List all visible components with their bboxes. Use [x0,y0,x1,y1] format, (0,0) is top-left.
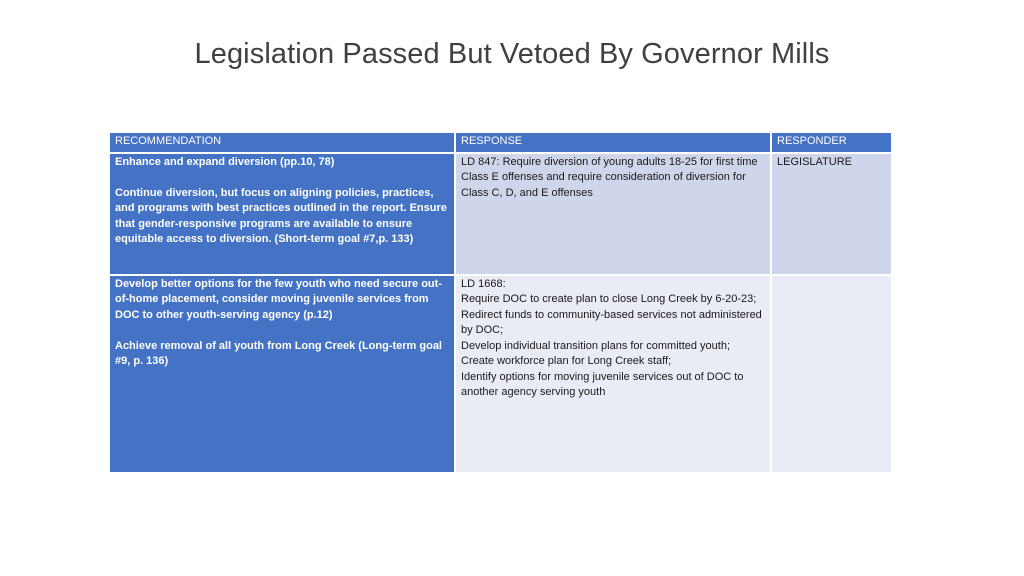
response-line: Create workforce plan for Long Creek staff; [461,355,672,367]
recommendation-text: Continue diversion, but focus on aligning policies, practices, and programs with best practices outlined in the report. Ensure that gender-responsive programs are available to ensure equitable access to diversion. (Short-term goal #7,p. 133) [115,186,447,245]
header-recommendation: RECOMMENDATION [109,132,455,153]
response-text: LD 847: Require diversion of young adults 18-25 for first time Class E offenses and require consideration of diversion for Class C, D, and E offenses [461,155,758,199]
table-row [109,275,892,473]
response-line: LD 1668: [461,277,506,290]
recommendation-text: Develop better options for the few youth who need secure out-of-home placement, consider moving juvenile services from DOC to other youth-serving agency (p.12) [115,277,442,321]
recommendation-table [108,131,893,474]
slide-title: Legislation Passed But Vetoed By Governor Mills [194,38,830,70]
responder-cell: LEGISLATURE [771,153,892,275]
response-cell [455,275,771,473]
header-responder: RESPONDER [771,132,892,153]
recommendation-cell [109,153,455,275]
recommendation-text: Enhance and expand diversion (pp.10, 78) [115,155,335,168]
response-line: Identify options for moving juvenile services out of DOC to another agency serving youth [461,370,744,398]
table-row [109,153,892,275]
response-cell [455,153,771,275]
table-header-row [109,132,892,153]
response-line: Redirect funds to community-based services not administered by DOC; [461,308,762,336]
response-line: Require DOC to create plan to close Long Creek by 6-20-23; [461,293,757,305]
responder-cell [771,275,892,473]
recommendation-text: Achieve removal of all youth from Long Creek (Long-term goal #9, p. 136) [115,339,442,367]
response-line: Develop individual transition plans for committed youth; [461,339,731,352]
header-response: RESPONSE [455,132,771,153]
recommendation-cell [109,275,455,473]
